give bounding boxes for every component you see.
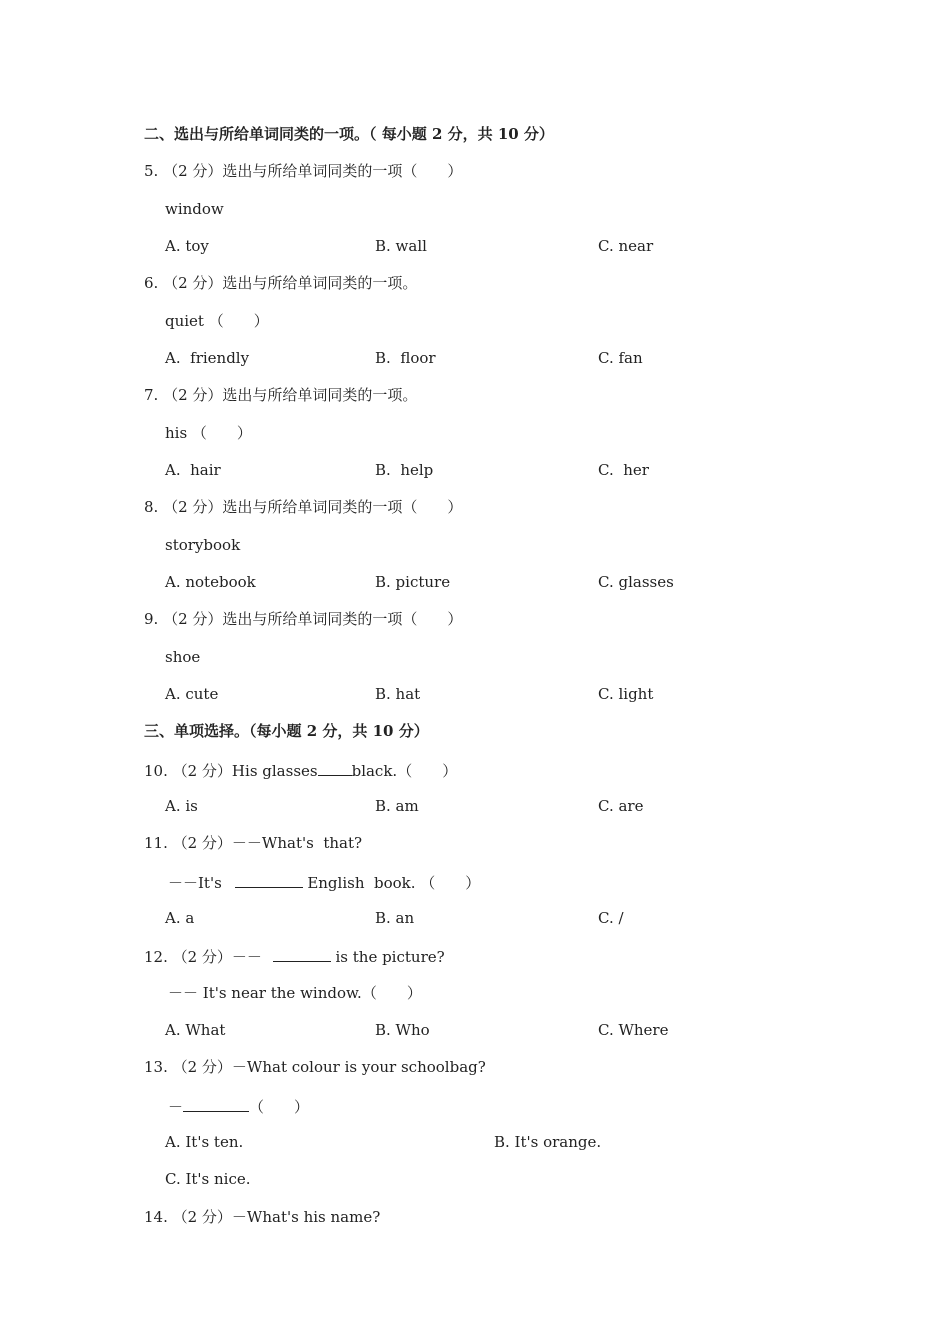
- option-b[interactable]: B. hat: [375, 685, 421, 703]
- option-c[interactable]: C. her: [598, 461, 649, 479]
- stem-post: English book. （ ）: [302, 874, 481, 892]
- answer-blank: [235, 871, 303, 888]
- question-stem: [144, 759, 457, 781]
- option-a[interactable]: A. toy: [165, 237, 209, 255]
- option-b[interactable]: B. wall: [375, 237, 427, 255]
- option-c[interactable]: C. near: [598, 237, 654, 255]
- option-b[interactable]: B. an: [375, 909, 415, 927]
- option-a[interactable]: A. friendly: [165, 349, 250, 367]
- question-stem: 13. （2 分）－What colour is your schoolbag?: [144, 1058, 486, 1076]
- question-stem: [144, 945, 445, 967]
- option-a[interactable]: A. cute: [165, 685, 219, 703]
- question-word: quiet （ ）: [165, 312, 269, 330]
- option-a[interactable]: A. is: [165, 797, 198, 815]
- stem-pre: －: [168, 1098, 184, 1116]
- dialog-line: [168, 871, 480, 893]
- dialog-line: －－ It's near the window.（ ）: [168, 984, 422, 1002]
- question-stem: 5. （2 分）选出与所给单词同类的一项（ ）: [144, 162, 463, 180]
- stem-pre: 10. （2 分）His glasses: [144, 762, 318, 780]
- option-c[interactable]: C. Where: [598, 1021, 669, 1039]
- question-word: shoe: [165, 648, 201, 666]
- question-stem: 9. （2 分）选出与所给单词同类的一项（ ）: [144, 610, 463, 628]
- stem-post: is the picture?: [330, 948, 445, 966]
- question-word: his （ ）: [165, 424, 252, 442]
- question-stem: 7. （2 分）选出与所给单词同类的一项。: [144, 386, 418, 404]
- option-b[interactable]: B. am: [375, 797, 419, 815]
- option-c[interactable]: C. glasses: [598, 573, 674, 591]
- question-stem: 14. （2 分）－What's his name?: [144, 1208, 381, 1226]
- answer-blank: [273, 945, 331, 962]
- option-b[interactable]: B. Who: [375, 1021, 430, 1039]
- option-b[interactable]: B. floor: [375, 349, 436, 367]
- answer-blank: [318, 759, 352, 776]
- option-b[interactable]: B. help: [375, 461, 434, 479]
- option-a[interactable]: A. a: [165, 909, 195, 927]
- option-c[interactable]: C. light: [598, 685, 654, 703]
- option-c[interactable]: C. fan: [598, 349, 643, 367]
- option-a[interactable]: A. notebook: [165, 573, 256, 591]
- stem-post: （ ）: [249, 1098, 310, 1116]
- stem-post: black.（ ）: [351, 762, 458, 780]
- option-a[interactable]: A. It's ten.: [165, 1133, 244, 1151]
- option-c[interactable]: C. It's nice.: [165, 1170, 251, 1188]
- stem-pre: 12. （2 分）－－: [144, 948, 267, 966]
- option-a[interactable]: A. hair: [165, 461, 221, 479]
- question-word: storybook: [165, 536, 241, 554]
- dialog-line: [168, 1095, 309, 1117]
- option-b[interactable]: B. picture: [375, 573, 451, 591]
- question-stem: 8. （2 分）选出与所给单词同类的一项（ ）: [144, 498, 463, 516]
- option-c[interactable]: C. /: [598, 909, 624, 927]
- question-word: window: [165, 200, 224, 218]
- option-b[interactable]: B. It's orange.: [494, 1133, 602, 1151]
- answer-blank: [183, 1095, 249, 1112]
- stem-pre: －－It's: [168, 874, 227, 892]
- option-c[interactable]: C. are: [598, 797, 644, 815]
- option-a[interactable]: A. What: [165, 1021, 226, 1039]
- question-stem: 6. （2 分）选出与所给单词同类的一项。: [144, 274, 418, 292]
- question-stem: 11. （2 分）－－What's that?: [144, 834, 363, 852]
- section-title: 三、单项选择。（每小题 2 分，共 10 分）: [144, 722, 429, 740]
- section-title: 二、选出与所给单词同类的一项。（ 每小题 2 分，共 10 分）: [144, 125, 554, 143]
